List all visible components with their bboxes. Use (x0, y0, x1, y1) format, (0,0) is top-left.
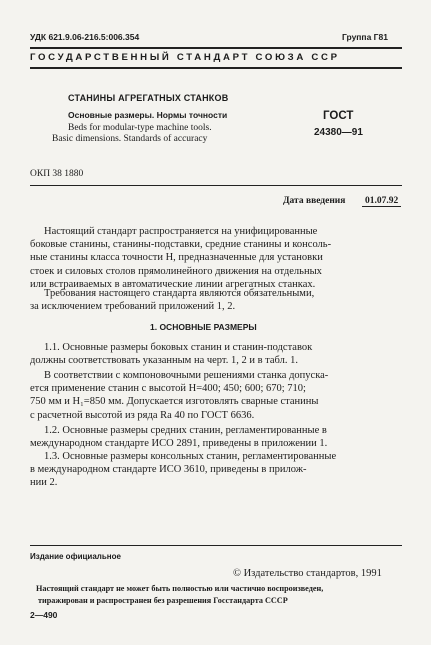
header-bottom-rule (30, 67, 402, 69)
paragraph-line: 1.3. Основные размеры консольных станин, регламентированные (44, 451, 337, 462)
gost-label: ГОСТ (323, 110, 354, 122)
udk-code: УДК 621.9.06-216.5:006.354 (30, 32, 140, 42)
page-code: 2—490 (30, 610, 58, 620)
reproduction-notice-line1: Настоящий стандарт не может быть полностью или частично воспроизведен, (36, 584, 324, 593)
intro-paragraph (30, 225, 402, 291)
section-heading: 1. ОСНОВНЫЕ РАЗМЕРЫ (150, 322, 257, 332)
english-title-line1: Beds for modular-type machine tools. (68, 123, 212, 133)
requirements-line: Требования настоящего стандарта являются обязательными, (44, 288, 315, 299)
paragraph-line: должны соответствовать указанным на черт. 1, 2 и в табл. 1. (30, 355, 298, 367)
intro-line: стоек и силовых столов прямолинейного движения на отдельных (30, 265, 322, 277)
effective-date-value: 01.07.92 (362, 196, 401, 207)
top-rule (30, 47, 402, 49)
intro-line: боковые станины, станины-подставки, средние станины и консоль- (30, 239, 332, 251)
intro-line: или встраиваемых в автоматические линии агрегатных станках. (30, 278, 316, 290)
copyright-line: © Издательство стандартов, 1991 (233, 568, 382, 579)
paragraph-line: с расчетной высотой из ряда Ra 40 по ГОСТ 6636. (30, 409, 255, 421)
paragraph-line: в международном стандарте ИСО 3610, приведены в прилож- (30, 464, 307, 476)
paragraph-1-3 (30, 450, 402, 490)
paragraph-1-2 (30, 424, 402, 450)
paragraph-line: ется применение станин с высотой H=400; 450; 600; 670; 710; (30, 383, 306, 395)
okp-code: ОКП 38 1880 (30, 169, 84, 179)
state-standard-heading: ГОСУДАРСТВЕННЫЙ СТАНДАРТ СОЮЗА ССР (30, 52, 340, 63)
requirements-line: за исключением требований приложений 1, 2. (30, 301, 236, 313)
official-edition-label: Издание официальное (30, 552, 121, 561)
paragraph-line: 750 мм и H₁=850 мм. Допускается изготовлять сварные станины (30, 396, 319, 408)
document-subtitle: Основные размеры. Нормы точности (68, 110, 228, 120)
reproduction-notice-line2: тиражирован и распространен без разрешения Госстандарта СССР (38, 596, 288, 605)
english-title-line2: Basic dimensions. Standards of accuracy (52, 134, 208, 144)
footer-rule (30, 545, 402, 546)
paragraph-line: 1.1. Основные размеры боковых станин и станин-подставок (44, 342, 313, 353)
paragraph-line: международном стандарте ИСО 2891, приведены в приложении 1. (30, 438, 328, 450)
paragraph-line: 1.2. Основные размеры средних станин, регламентированные в (44, 425, 327, 436)
group-code: Группа Г81 (342, 32, 388, 42)
intro-line: Настоящий стандарт распространяется на унифицированные (44, 226, 318, 237)
title-block-rule (30, 185, 402, 186)
paragraph-line: В соответствии с компоновочными решениями станка допуска- (44, 370, 329, 381)
paragraph-1-1 (30, 341, 402, 367)
paragraph-line: нии 2. (30, 477, 58, 489)
gost-number: 24380—91 (314, 127, 363, 138)
requirements-paragraph (30, 287, 402, 313)
paragraph-1-1-continuation (30, 369, 402, 422)
intro-line: ные станины класса точности Н, предназначенные для установки (30, 252, 323, 264)
document-title: СТАНИНЫ АГРЕГАТНЫХ СТАНКОВ (68, 93, 229, 103)
effective-date-label: Дата введения (283, 196, 346, 206)
